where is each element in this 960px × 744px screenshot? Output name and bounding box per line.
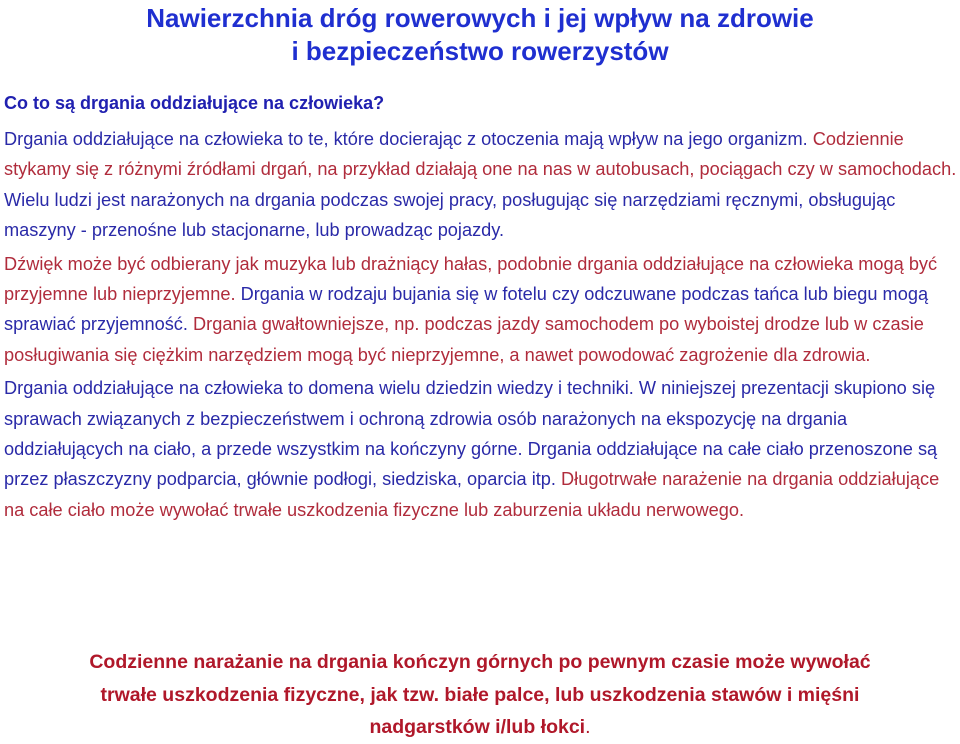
paragraph-1-sentence-3: Wielu ludzi jest narażonych na drgania podczas swojej pracy, posługując się narzędziami ręcznymi, obsługując maszyny - przenośne lub stacjonarne, lub prowadząc pojazdy. — [4, 189, 896, 241]
paragraph-2 — [4, 249, 958, 371]
paragraph-1-sentence-2: Codziennie stykamy się z różnymi źródłami drgań, na przykład działają one na nas w autobusach, pociągach czy w samochodach. — [4, 129, 957, 180]
paragraph-2-sentence-3: Drgania gwałtowniejsze, np. podczas jazdy samochodem po wyboistej drodze lub w czasie posługiwania się ciężkim narzędziem mogą być nieprzyjemne, a nawet powodować zagrożenie dla zdrowia. — [4, 314, 924, 365]
paragraph-3-sentence-4: Długotrwałe narażenie na drgania oddziałujące na całe ciało może wywołać trwałe uszkodzenia fizyczne lub zaburzenia układu nerwowego. — [4, 469, 940, 520]
highlight-line-2: trwałe uszkodzenia fizyczne, jak tzw. białe palce, lub uszkodzenia stawów i mięśni — [100, 683, 860, 706]
paragraph-1 — [4, 124, 958, 246]
paragraph-3-sentence-3: Drgania oddziałujące na całe ciało przenoszone są przez płaszczyzny podparcia, głównie podłogi, siedziska, oparcia itp. — [4, 439, 938, 490]
highlight-line-3 — [0, 711, 960, 744]
title-line-2: i bezpieczeństwo rowerzystów — [291, 36, 669, 66]
highlight-line-3-text: nadgarstków i/lub łokci — [369, 716, 586, 738]
page-title — [0, 2, 960, 68]
paragraph-2-sentence-1: Dźwięk może być odbierany jak muzyka lub drażniący hałas, podobnie drgania oddziałujące na człowieka mogą być przyjemne lub nieprzyjemne. — [4, 253, 938, 305]
body-text — [4, 124, 958, 528]
highlight-statement — [0, 646, 960, 744]
paragraph-3 — [4, 373, 958, 525]
highlight-line-1: Codzienne narażanie na drgania kończyn górnych po pewnym czasie może wywołać — [89, 651, 871, 673]
section-question: Co to są drgania oddziałujące na człowieka? — [4, 93, 385, 113]
paragraph-2-sentence-2: Drgania w rodzaju bujania się w fotelu czy odczuwane podczas tańca lub biegu mogą sprawiać przyjemność. — [4, 284, 929, 335]
title-line-1: Nawierzchnia dróg rowerowych i jej wpływ na zdrowie — [146, 3, 814, 33]
paragraph-1-sentence-1: Drgania oddziałujące na człowieka to te, które docierając z otoczenia mają wpływ na jego organizm. — [4, 129, 808, 149]
paragraph-3-sentence-1: Drgania oddziałujące na człowieka to domena wielu dziedzin wiedzy i techniki. — [4, 378, 634, 399]
highlight-period: . — [585, 716, 591, 738]
paragraph-3-sentence-2: W niniejszej prezentacji skupiono się sprawach związanych z bezpieczeństwem i ochroną zdrowia osób narażonych na ekspozycję na drgania oddziałujących na ciało, a przede wszystkim na kończyny górne. — [4, 378, 936, 460]
